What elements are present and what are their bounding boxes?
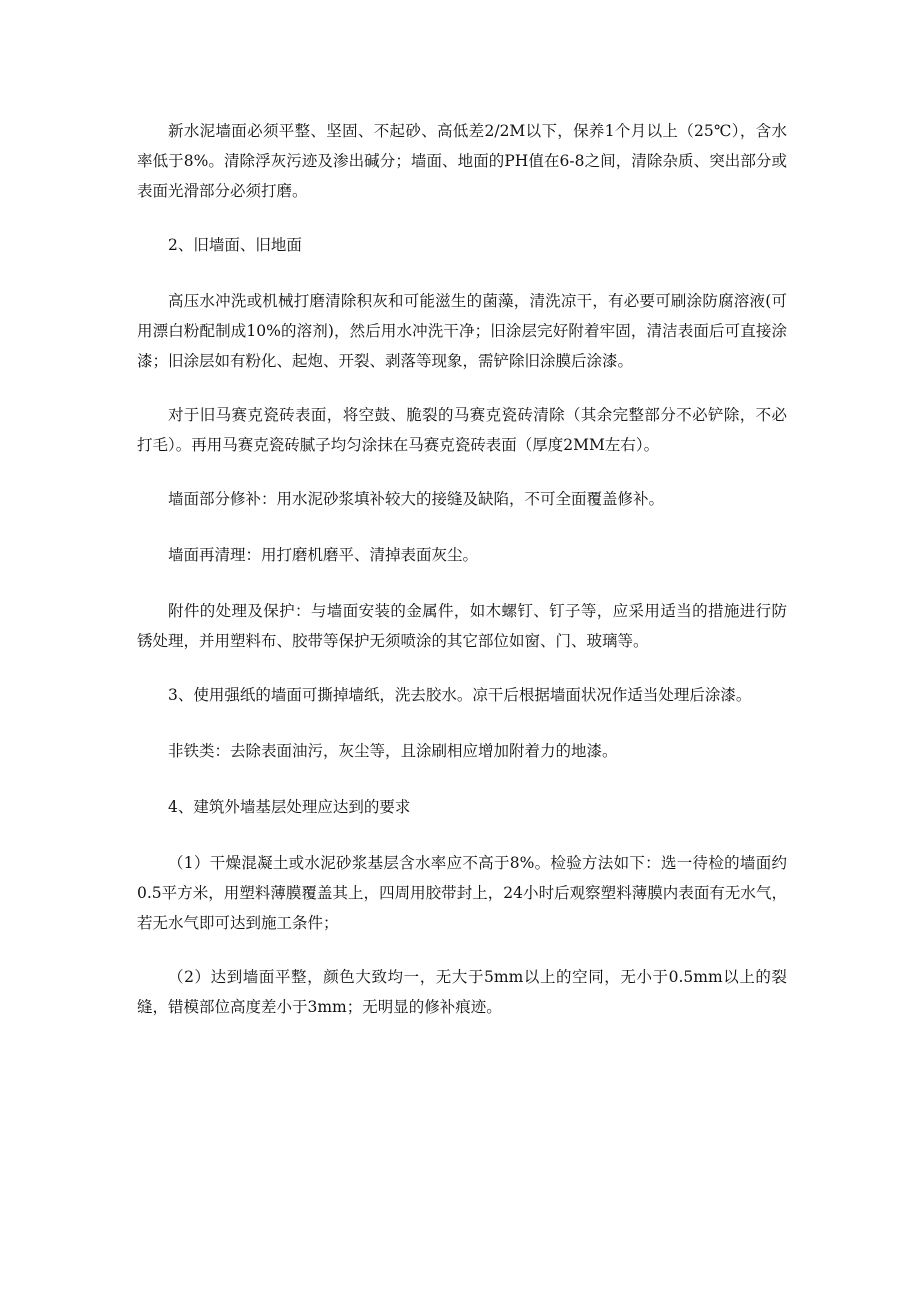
paragraph-requirement-1: （1）干燥混凝土或水泥砂浆基层含水率应不高于8%。检验方法如下：选一待检的墙面约0.5平方米，用塑料薄膜覆盖其上，四周用胶带封上，24小时后观察塑料薄膜内表面有无水气，若无水气即可达到施工条件； [137,854,787,932]
paragraph-wallpaper-removal: 3、使用强纸的墙面可撕掉墙纸，洗去胶水。凉干后根据墙面状况作适当处理后涂漆。 [168,686,752,704]
paragraph-new-cement-wall: 新水泥墙面必须平整、坚固、不起砂、高低差2/2M以下，保养1个月以上（25℃），含水率低于8%。清除浮灰污迹及渗出碱分；墙面、地面的PH值在6-8之间，清除杂质、突出部分或表面光滑部分必须打磨。 [137,122,787,200]
paragraph-high-pressure-wash: 高压水冲洗或机械打磨清除积灰和可能滋生的菌藻，清洗凉干，有必要可刷涂防腐溶液(可用漂白粉配制成10%的溶剂)，然后用水冲洗干净；旧涂层完好附着牢固，清洁表面后可直接涂漆；旧涂层如有粉化、起炮、开裂、剥落等现象，需铲除旧涂膜后涂漆。 [137,292,787,370]
paragraph-requirement-2: （2）达到墙面平整，颜色大致均一，无大于5mm以上的空同，无小于0.5mm以上的裂缝，错模部位高度差小于3mm；无明显的修补痕迹。 [137,968,787,1016]
paragraph-accessory-protection: 附件的处理及保护：与墙面安装的金属件，如木螺钉、钉子等，应采用适当的措施进行防锈处理，并用塑料布、胶带等保护无须喷涂的其它部位如窗、门、玻璃等。 [137,602,787,650]
document-body [137,116,787,1046]
paragraph-non-ferrous: 非铁类：去除表面油污，灰尘等，且涂刷相应增加附着力的地漆。 [168,742,618,760]
paragraph-wall-recleaning: 墙面再清理：用打磨机磨平、清掉表面灰尘。 [168,546,479,564]
paragraph-wall-repair: 墙面部分修补：用水泥砂浆填补较大的接缝及缺陷，不可全面覆盖修补。 [168,490,665,508]
paragraph-mosaic-tile: 对于旧马赛克瓷砖表面，将空鼓、脆裂的马赛克瓷砖清除（其余完整部分不必铲除，不必打毛）。再用马赛克瓷砖腻子均匀涂抹在马赛克瓷砖表面（厚度2MM左右）。 [137,406,787,454]
heading-old-wall-floor: 2、旧墙面、旧地面 [168,236,302,254]
heading-exterior-wall-requirements: 4、建筑外墙基层处理应达到的要求 [168,798,411,816]
